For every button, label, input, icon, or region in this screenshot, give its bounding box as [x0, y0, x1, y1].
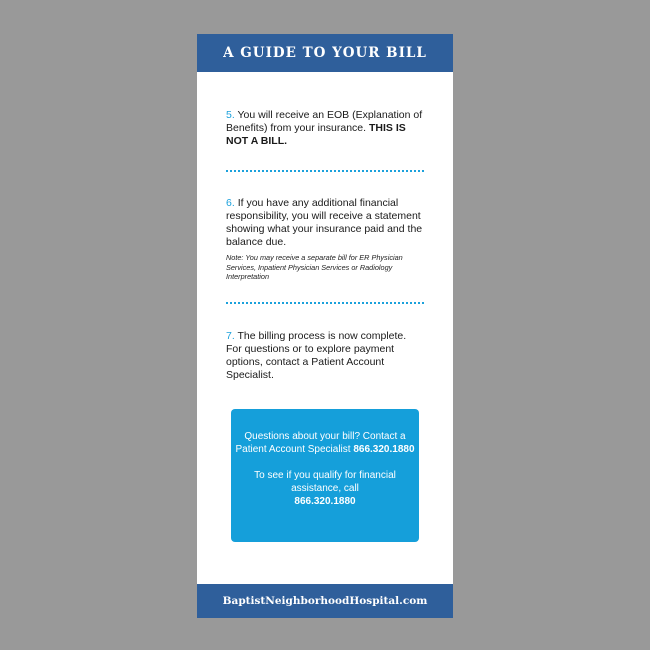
step-5 [226, 109, 424, 148]
step-note: Note: You may receive a separate bill for ER Physician Services, Inpatient Physician Services or Radiology Interpretation [226, 253, 403, 282]
step-number: 5. [226, 109, 235, 121]
page-title: A GUIDE TO YOUR BILL [197, 34, 453, 72]
dotted-divider [226, 170, 424, 172]
step-number: 6. [226, 197, 235, 209]
step-text: The billing process is now complete. For questions or to explore payment options, contact a Patient Account Specialist. [226, 330, 407, 381]
footer-website[interactable]: BaptistNeighborhoodHospital.com [197, 584, 453, 618]
callout-phone[interactable]: 866.320.1880 [353, 444, 415, 455]
step-text: You will receive an EOB (Explanation of Benefits) from your insurance. [226, 109, 423, 134]
step-6 [226, 197, 424, 282]
dotted-divider [226, 302, 424, 304]
callout-assistance-phone[interactable]: 866.320.1880 [294, 496, 356, 507]
step-number: 7. [226, 330, 235, 342]
callout-question: Questions about your bill? Contact a Patient Account Specialist [235, 431, 406, 455]
contact-callout [231, 409, 419, 542]
bill-guide-card [197, 34, 453, 618]
step-text: If you have any additional financial responsibility, you will receive a statement showing what your insurance paid and the balance due. [226, 197, 423, 248]
step-7 [226, 330, 424, 382]
step-emphasis: THIS IS NOT A BILL. [226, 122, 406, 147]
callout-assistance: To see if you qualify for financial assistance, call [254, 470, 396, 494]
